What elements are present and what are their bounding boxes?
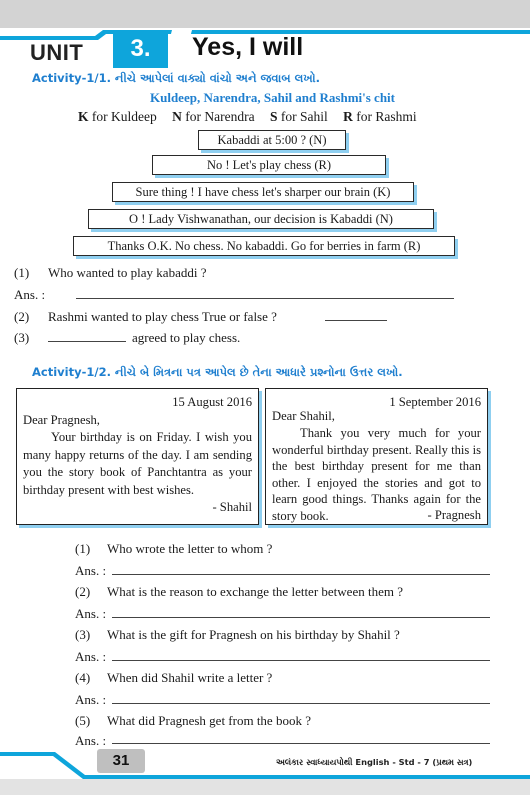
legend-item: R for Rashmi xyxy=(343,109,417,124)
legend-item: K for Kuldeep xyxy=(78,109,157,124)
chit-3: Sure thing ! I have chess let's sharper our brain (K) xyxy=(112,182,414,202)
activity1-q3-blank[interactable] xyxy=(48,331,126,342)
activity2-answer-label-3: Ans. : xyxy=(75,649,107,664)
letter-from-pragnesh xyxy=(265,388,488,525)
legend-item: S for Sahil xyxy=(269,109,328,124)
activity1-heading: Activity-1/1. નીચે આપેલાં વાક્યો વાંચો અને જવાબ લખો. xyxy=(32,71,321,85)
letter2-greeting: Dear Shahil, xyxy=(272,408,335,423)
letter2-date: 1 September 2016 xyxy=(389,395,481,409)
letter1-date: 15 August 2016 xyxy=(172,395,252,409)
activity2-answer-line-1[interactable] xyxy=(112,574,490,575)
activity1-question-2: (2) Rashmi wanted to play chess True or false ? xyxy=(14,309,277,324)
activity2-question-5: (5) What did Pragnesh get from the book ? xyxy=(75,713,311,728)
letter-from-shahil xyxy=(16,388,259,525)
activity2-answer-label-1: Ans. : xyxy=(75,563,107,578)
footer-book-title: અલંકાર સ્વાધ્યાયપોથી English - Std - 7 (પ્રથમ સત્ર) xyxy=(276,757,473,767)
letter2-signature: - Pragnesh xyxy=(427,508,481,522)
top-band xyxy=(0,0,530,28)
activity2-question-1: (1) Who wrote the letter to whom ? xyxy=(75,541,273,556)
letter1-body: Your birthday is on Friday. I wish you many happy returns of the day. I am sending you the story book of Panchtantra as your birthday present with best wishes. xyxy=(23,430,252,497)
activity2-heading: Activity-1/2. નીચે બે મિત્રના પત્ર આપેલ છે તેના આધારે પ્રશ્નોના ઉત્તર લખો. xyxy=(32,365,403,379)
activity2-answer-label-2: Ans. : xyxy=(75,606,107,621)
activity2-answer-line-3[interactable] xyxy=(112,660,490,661)
footer-banner-shape xyxy=(0,745,530,795)
letter1-signature: - Shahil xyxy=(212,500,252,514)
letter2-body: Thank you very much for your wonderful birthday present. Really this is the best birthday present for me than other. I enjoyed the stories and got to learn good things. Thanks again for the story book. xyxy=(272,426,481,523)
page-title: Yes, I will xyxy=(192,33,304,61)
unit-label: UNIT xyxy=(30,40,84,65)
page-footer xyxy=(0,745,530,795)
chit-2: No ! Let's play chess (R) xyxy=(152,155,386,175)
activity2-answer-label-5: Ans. : xyxy=(75,733,107,748)
activity1-answer-line[interactable] xyxy=(76,298,454,299)
chit-1: Kabaddi at 5:00 ? (N) xyxy=(198,130,346,150)
activity2-answer-line-4[interactable] xyxy=(112,703,490,704)
activity2-question-3: (3) What is the gift for Pragnesh on his birthday by Shahil ? xyxy=(75,627,400,642)
activity1-question-3: (3) agreed to play chess. xyxy=(14,330,241,345)
unit-number: 3. xyxy=(113,30,168,68)
activity1-subtitle: Kuldeep, Narendra, Sahil and Rashmi's chit xyxy=(150,90,396,105)
activity2-answer-line-5[interactable] xyxy=(112,743,490,744)
legend-item: N for Narendra xyxy=(172,109,255,124)
chit-4: O ! Lady Vishwanathan, our decision is Kabaddi (N) xyxy=(88,209,434,229)
chit-5: Thanks O.K. No chess. No kabaddi. Go for berries in farm (R) xyxy=(73,236,455,256)
activity2-question-4: (4) When did Shahil write a letter ? xyxy=(75,670,273,685)
activity1-question-1: (1) Who wanted to play kabaddi ? xyxy=(14,265,207,280)
chit-legend xyxy=(78,109,429,125)
page-number: 31 xyxy=(97,749,145,773)
activity2-answer-label-4: Ans. : xyxy=(75,692,107,707)
activity1-q2-blank[interactable] xyxy=(325,320,387,321)
letter1-greeting: Dear Pragnesh, xyxy=(23,412,100,427)
activity1-answer-label: Ans. : xyxy=(14,287,46,302)
activity2-answer-line-2[interactable] xyxy=(112,617,490,618)
activity2-question-2: (2) What is the reason to exchange the letter between them ? xyxy=(75,584,403,599)
